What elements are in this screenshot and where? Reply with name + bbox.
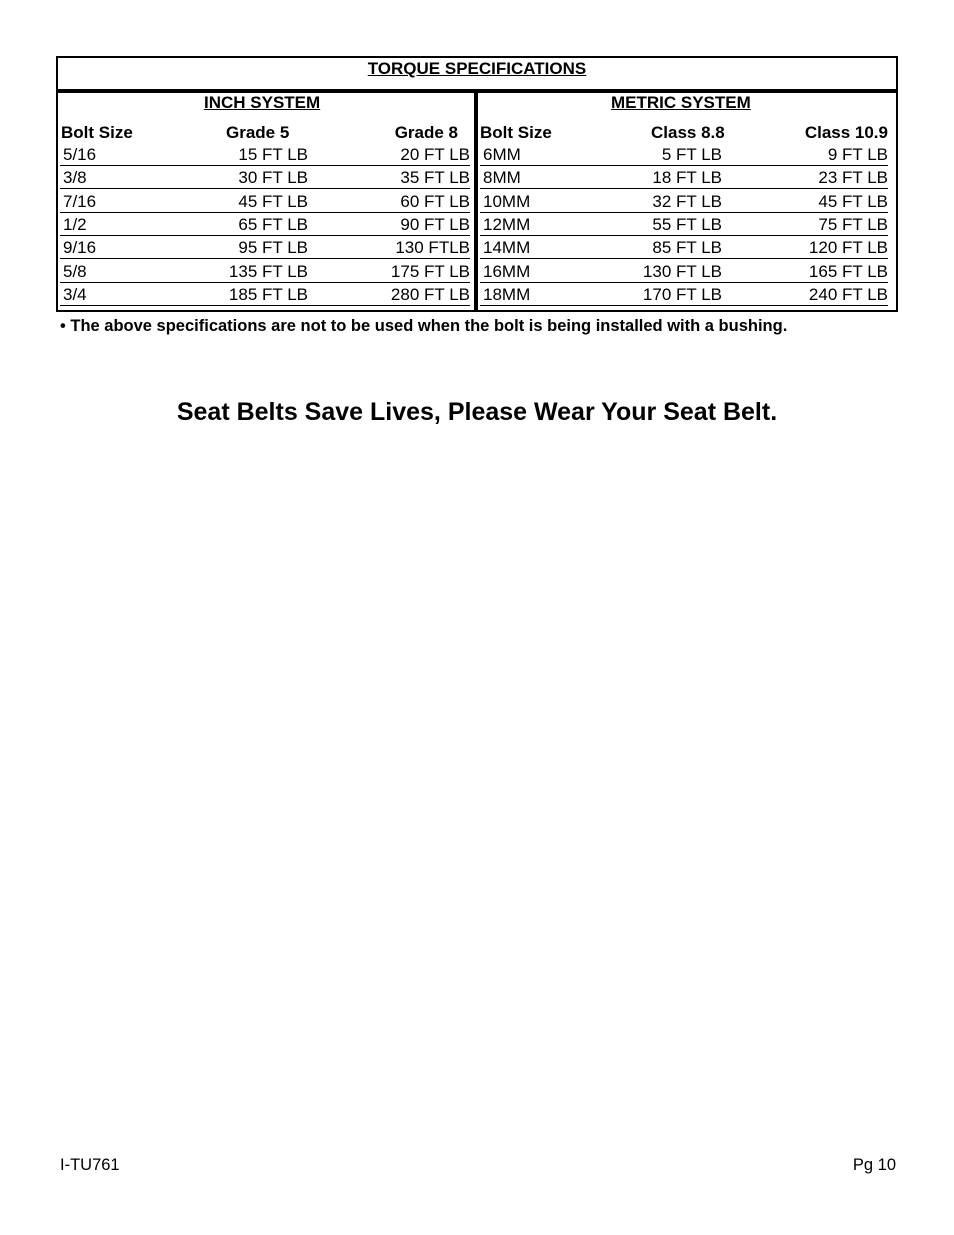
metric-bolt-size-cell: 12MM xyxy=(483,214,531,234)
inch-bolt-size-cell: 9/16 xyxy=(63,238,97,258)
metric-torque-a-cell: 18 FT LB xyxy=(652,168,722,188)
inch-bolt-size-cell: 5/8 xyxy=(63,261,87,281)
metric-system-heading: METRIC SYSTEM xyxy=(611,93,751,112)
class-8-8-header: Class 8.8 xyxy=(651,123,725,142)
metric-torque-b-cell: 45 FT LB xyxy=(818,191,888,211)
metric-torque-b-cell: 165 FT LB xyxy=(808,261,888,281)
metric-table-row xyxy=(480,237,888,259)
metric-bolt-size-cell: 8MM xyxy=(483,168,521,188)
inch-table-row xyxy=(60,284,470,306)
metric-table-row xyxy=(480,191,888,213)
metric-bolt-size-header: Bolt Size xyxy=(480,123,552,142)
inch-table-row xyxy=(60,191,470,213)
metric-table-row xyxy=(480,167,888,189)
metric-torque-a-cell: 130 FT LB xyxy=(642,261,722,281)
table-title-text: TORQUE SPECIFICATIONS xyxy=(367,59,587,78)
inch-torque-b-cell: 20 FT LB xyxy=(400,145,470,164)
inch-torque-b-cell: 35 FT LB xyxy=(400,168,470,188)
grade-8-header: Grade 8 xyxy=(394,123,458,142)
inch-bolt-size-header: Bolt Size xyxy=(61,123,133,142)
inch-torque-a-cell: 65 FT LB xyxy=(238,214,308,234)
metric-torque-b-cell: 120 FT LB xyxy=(808,238,888,258)
inch-table-row xyxy=(60,214,470,236)
inch-bolt-size-cell: 1/2 xyxy=(63,214,87,234)
metric-torque-a-cell: 170 FT LB xyxy=(642,284,722,304)
seat-belt-slogan: Seat Belts Save Lives, Please Wear Your Seat Belt. xyxy=(176,398,778,426)
metric-torque-a-cell: 32 FT LB xyxy=(652,191,722,211)
inch-torque-a-cell: 45 FT LB xyxy=(238,191,308,211)
document-id: I-TU761 xyxy=(60,1156,120,1174)
inch-table-row xyxy=(60,167,470,189)
inch-bolt-size-cell: 5/16 xyxy=(63,145,97,164)
metric-bolt-size-cell: 14MM xyxy=(483,238,531,258)
inch-torque-a-cell: 15 FT LB xyxy=(238,145,308,164)
metric-torque-b-cell: 9 FT LB xyxy=(827,145,888,164)
inch-torque-a-cell: 135 FT LB xyxy=(228,261,308,281)
metric-table-row xyxy=(480,284,888,306)
inch-table-row xyxy=(60,237,470,259)
inch-torque-b-cell: 280 FT LB xyxy=(390,284,470,304)
system-divider xyxy=(474,93,478,310)
metric-table-row xyxy=(480,214,888,236)
inch-torque-b-cell: 60 FT LB xyxy=(400,191,470,211)
metric-torque-b-cell: 23 FT LB xyxy=(818,168,888,188)
inch-torque-a-cell: 95 FT LB xyxy=(238,238,308,258)
metric-bolt-size-cell: 16MM xyxy=(483,261,531,281)
bushing-note: • The above specifications are not to be used when the bolt is being installed with a bushing. xyxy=(60,317,788,335)
class-10-9-header: Class 10.9 xyxy=(804,123,888,142)
inch-system-heading: INCH SYSTEM xyxy=(204,93,321,112)
metric-bolt-size-cell: 18MM xyxy=(483,284,531,304)
page-number: Pg 10 xyxy=(852,1156,896,1174)
metric-torque-a-cell: 55 FT LB xyxy=(652,214,722,234)
inch-torque-b-cell: 175 FT LB xyxy=(390,261,470,281)
metric-torque-b-cell: 240 FT LB xyxy=(808,284,888,304)
grade-5-header: Grade 5 xyxy=(226,123,290,142)
inch-bolt-size-cell: 3/4 xyxy=(63,284,87,304)
inch-torque-a-cell: 30 FT LB xyxy=(238,168,308,188)
metric-bolt-size-cell: 6MM xyxy=(483,145,521,164)
torque-spec-table xyxy=(56,56,898,312)
inch-table-row xyxy=(60,261,470,283)
table-title xyxy=(58,58,896,93)
inch-bolt-size-cell: 3/8 xyxy=(63,168,87,188)
inch-torque-a-cell: 185 FT LB xyxy=(228,284,308,304)
metric-torque-a-cell: 5 FT LB xyxy=(661,145,722,164)
metric-torque-a-cell: 85 FT LB xyxy=(652,238,722,258)
inch-bolt-size-cell: 7/16 xyxy=(63,191,97,211)
inch-table-row xyxy=(60,144,470,166)
metric-torque-b-cell: 75 FT LB xyxy=(818,214,888,234)
inch-torque-b-cell: 130 FTLB xyxy=(395,238,470,258)
metric-table-row xyxy=(480,261,888,283)
inch-torque-b-cell: 90 FT LB xyxy=(400,214,470,234)
metric-bolt-size-cell: 10MM xyxy=(483,191,531,211)
metric-table-row xyxy=(480,144,888,166)
